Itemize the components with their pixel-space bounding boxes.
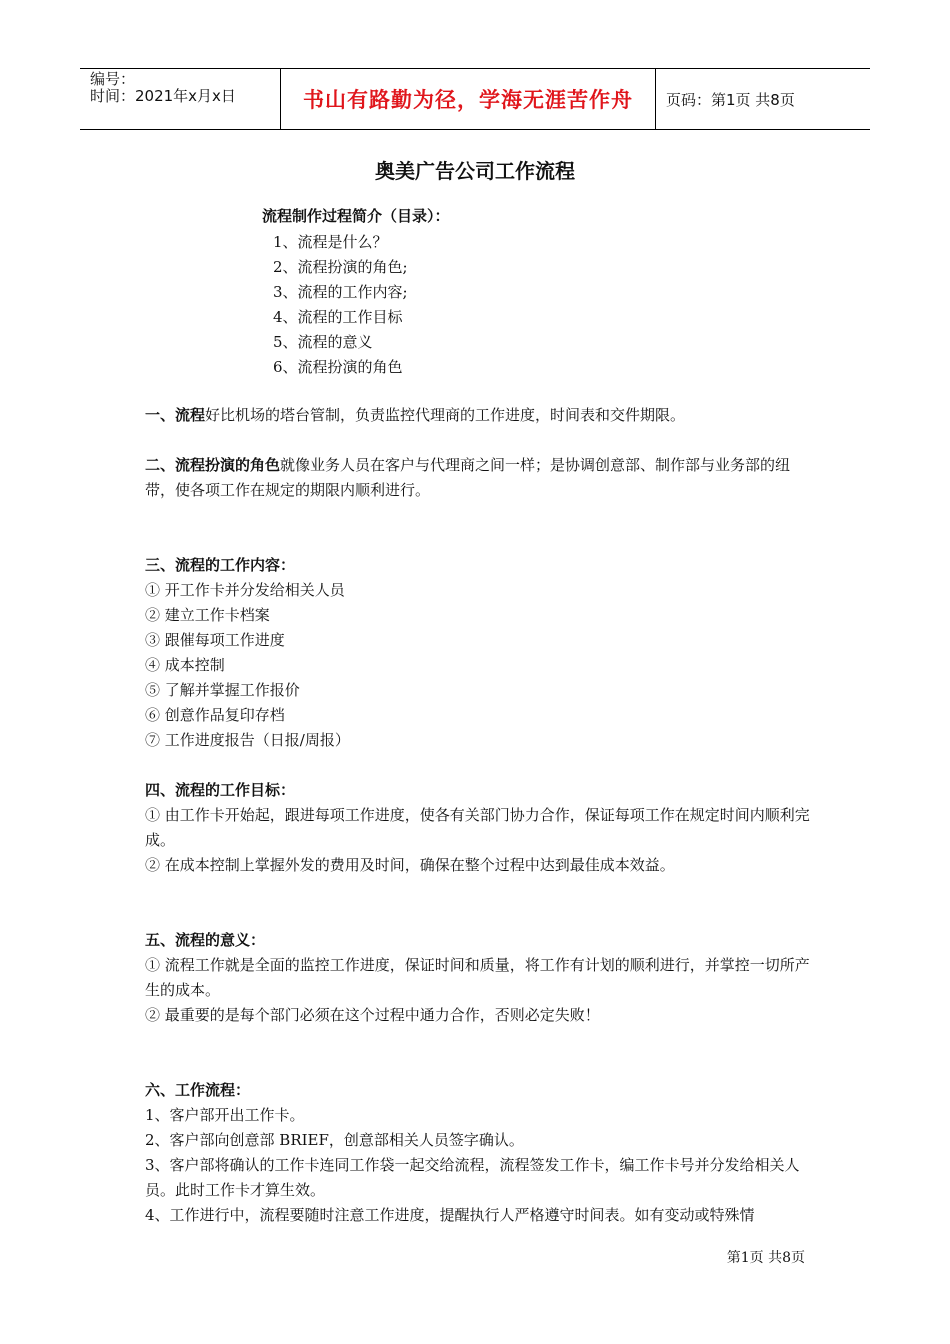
- section-5-heading: 五、流程的意义：: [145, 931, 266, 949]
- section-2-heading: 二、流程扮演的角色: [145, 456, 281, 474]
- list-item: ④ 成本控制: [145, 656, 225, 674]
- document-number-label: 编号：: [90, 70, 136, 88]
- toc-item: 6、流程扮演的角色: [273, 358, 403, 376]
- toc-item: 1、流程是什么？: [273, 233, 388, 251]
- section-1-heading: 一、流程: [145, 406, 206, 424]
- list-item: ① 开工作卡并分发给相关人员: [145, 581, 345, 599]
- list-item: 4、工作进行中，流程要随时注意工作进度，提醒执行人严格遵守时间表。如有变动或特殊情: [145, 1206, 755, 1224]
- header-info: [80, 69, 281, 129]
- list-item: ② 在成本控制上掌握外发的费用及时间，确保在整个过程中达到最佳成本效益。: [145, 856, 675, 874]
- section-1: [145, 403, 810, 428]
- toc-item: 2、流程扮演的角色;: [273, 258, 408, 276]
- list-item: ⑦ 工作进度报告（日报/周报）: [145, 731, 350, 749]
- list-item: 1、客户部开出工作卡。: [145, 1106, 305, 1124]
- list-item: ② 最重要的是每个部门必须在这个过程中通力合作，否则必定失败！: [145, 1006, 600, 1024]
- toc-heading: 流程制作过程简介（目录）：: [262, 207, 450, 225]
- page-header: [80, 68, 870, 130]
- list-item: ③ 跟催每项工作进度: [145, 631, 285, 649]
- section-2-text: 就像业务人员在客户与代理商之间一样；是协调创意部、制作部与业务部的纽带，使各项工作在规定的期限内顺利进行。: [145, 456, 791, 499]
- list-item: ① 流程工作就是全面的监控工作进度，保证时间和质量，将工作有计划的顺利进行，并掌控一切所产生的成本。: [145, 956, 810, 999]
- document-time-label: 时间：2021年x月x日: [90, 87, 236, 105]
- section-1-text: 好比机场的塔台管制，负责监控代理商的工作进度，时间表和交件期限。: [205, 406, 686, 424]
- section-4-heading: 四、流程的工作目标：: [145, 781, 296, 799]
- toc-item: 3、流程的工作内容;: [273, 283, 408, 301]
- document-title: 奥美广告公司工作流程: [375, 159, 575, 183]
- section-2: [145, 453, 810, 503]
- toc-item: 5、流程的意义: [273, 333, 373, 351]
- section-6-heading: 六、工作流程：: [145, 1081, 251, 1099]
- header-motto: 书山有路勤为径，学海无涯苦作舟: [281, 69, 656, 129]
- list-item: 3、客户部将确认的工作卡连同工作袋一起交给流程，流程签发工作卡，编工作卡号并分发给相关人员。此时工作卡才算生效。: [145, 1156, 800, 1199]
- list-item: ⑤ 了解并掌握工作报价: [145, 681, 300, 699]
- toc-list: [273, 230, 408, 380]
- header-page-number: 页码：第1页 共8页: [666, 90, 795, 109]
- list-item: ⑥ 创意作品复印存档: [145, 706, 285, 724]
- page-footer: 第1页 共8页: [726, 1250, 805, 1266]
- list-item: ① 由工作卡开始起，跟进每项工作进度，使各有关部门协力合作，保证每项工作在规定时间内顺利完成。: [145, 806, 810, 849]
- list-item: 2、客户部向创意部 BRIEF，创意部相关人员签字确认。: [145, 1131, 524, 1149]
- list-item: ② 建立工作卡档案: [145, 606, 270, 624]
- document-body: [145, 403, 810, 1228]
- section-3-heading: 三、流程的工作内容：: [145, 556, 296, 574]
- toc-item: 4、流程的工作目标: [273, 308, 403, 326]
